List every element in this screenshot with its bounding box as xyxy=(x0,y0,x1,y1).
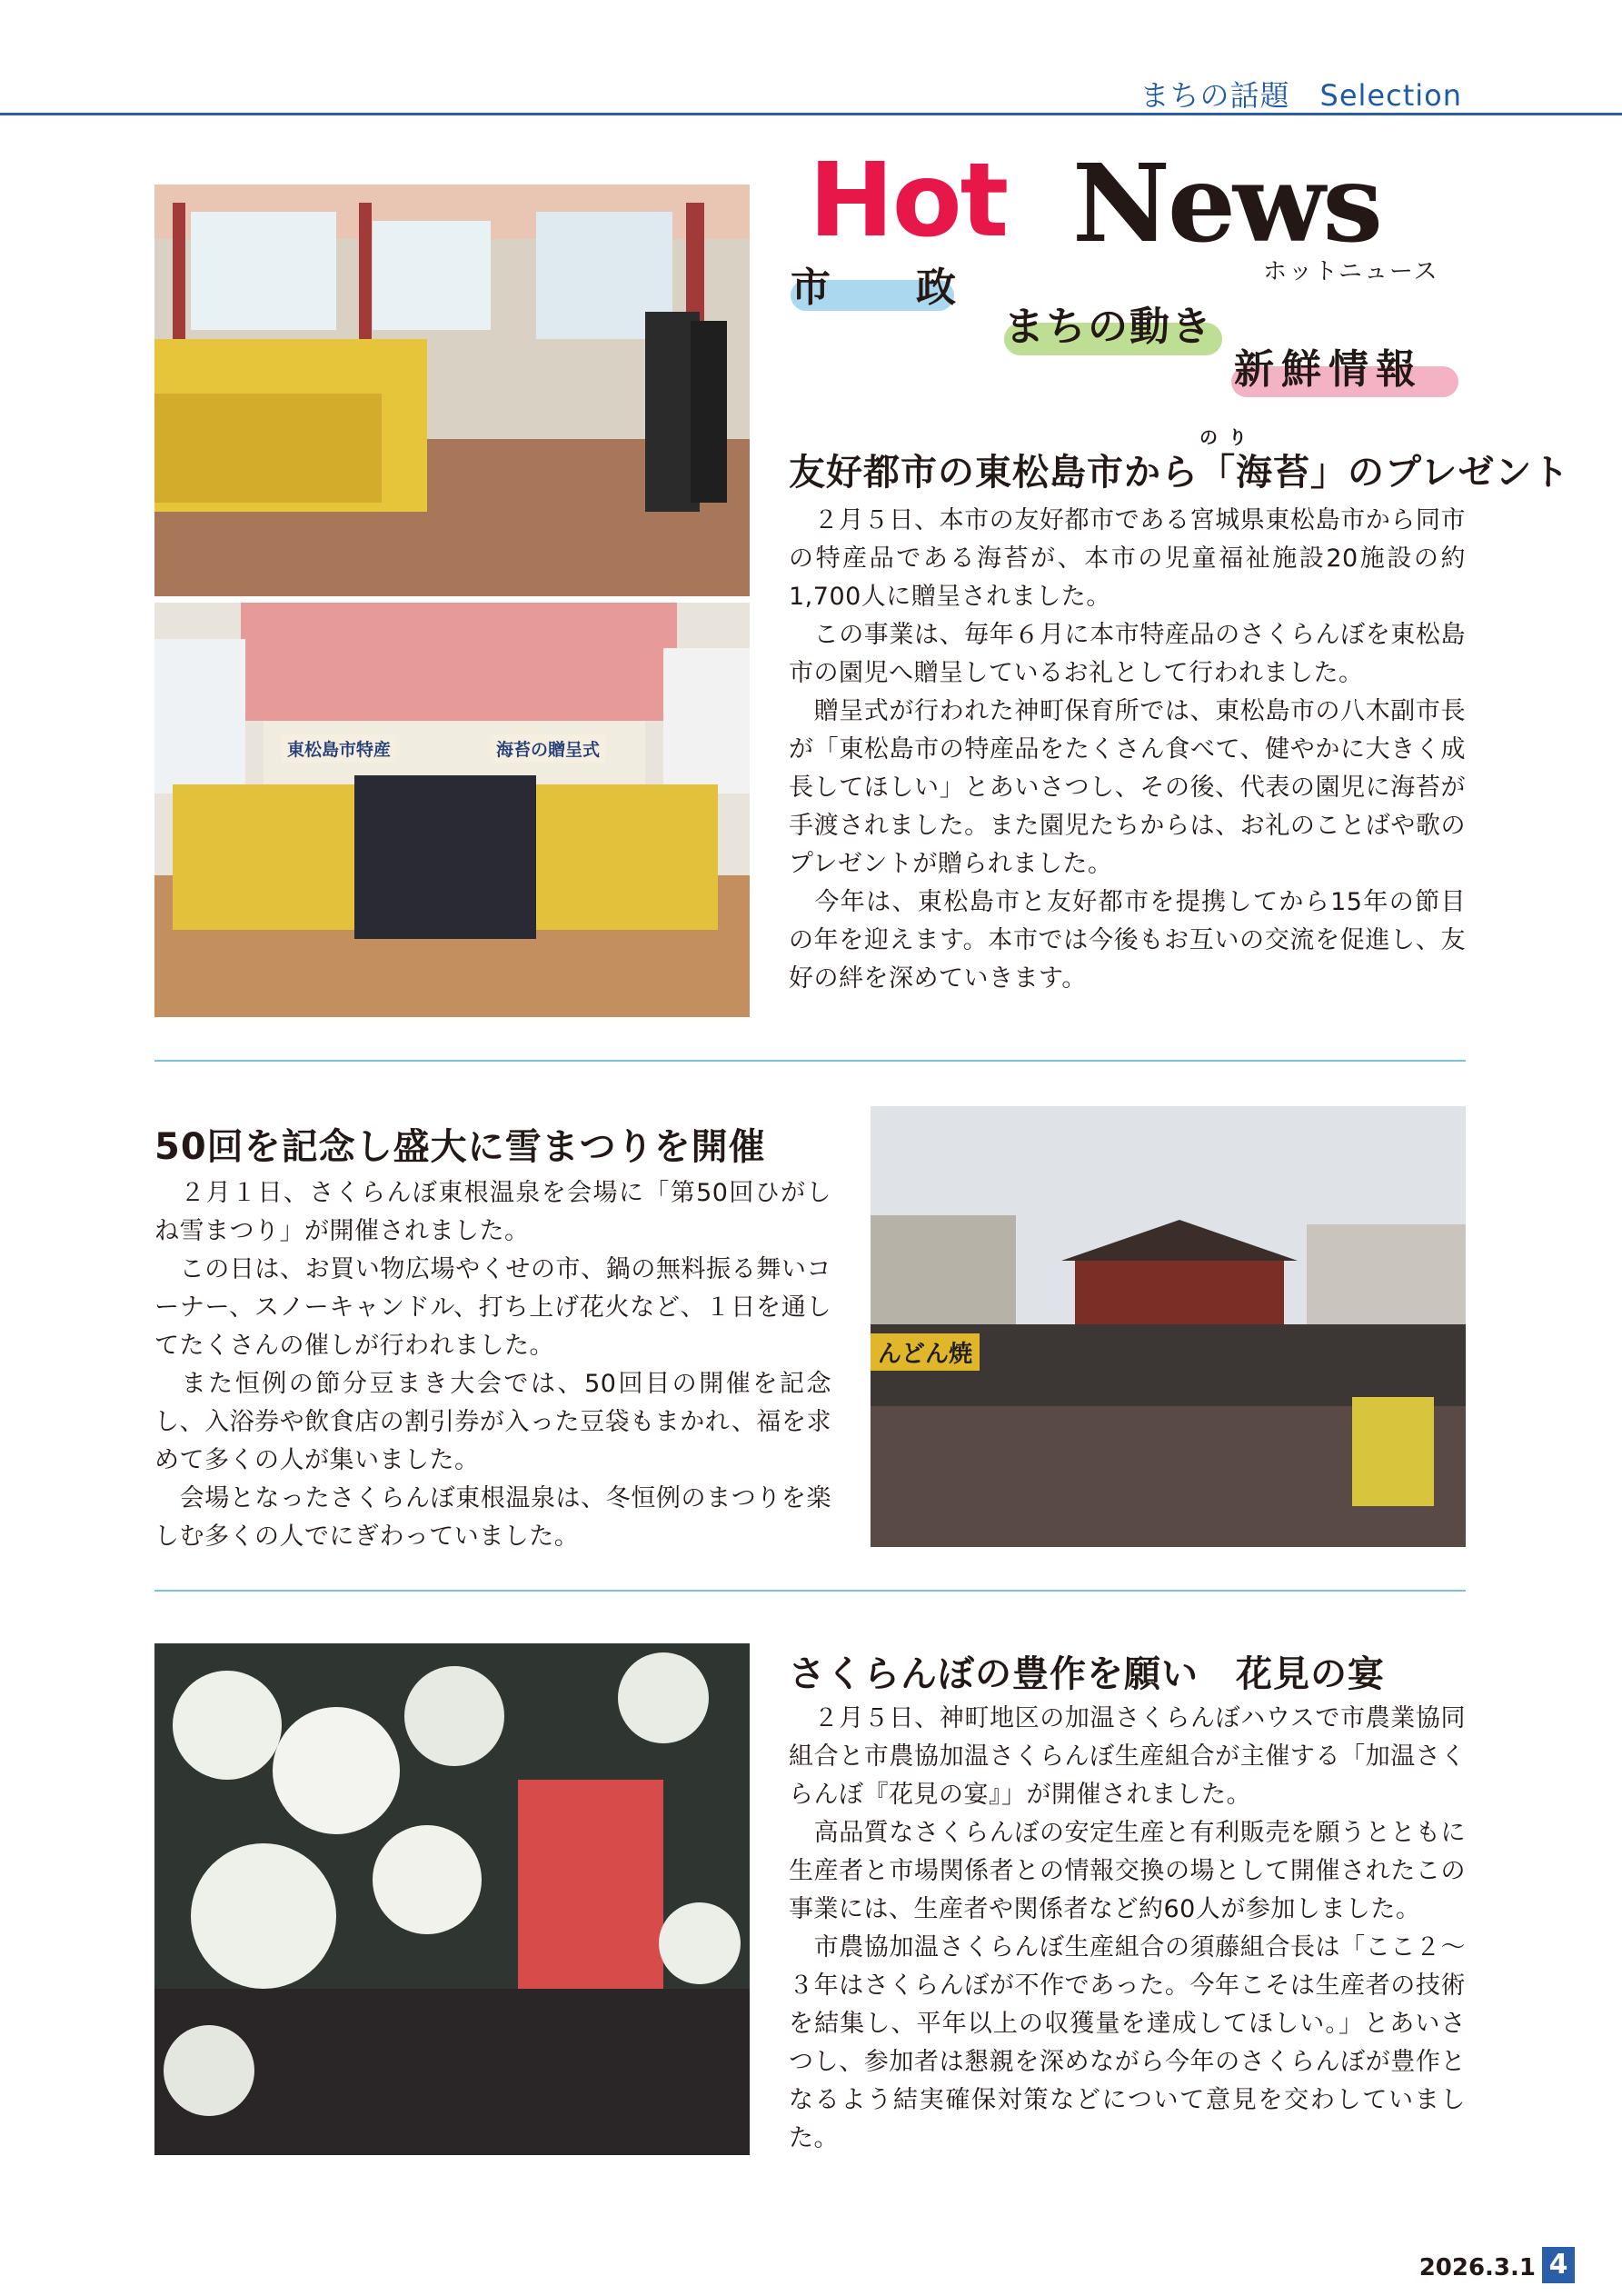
photo-children-hall xyxy=(154,185,750,596)
headline-hanami: さくらんぼの豊作を願い 花見の宴 xyxy=(789,1653,1385,1695)
issue-date: 2026.3.1 xyxy=(1418,2254,1536,2281)
headline-yuki: 50回を記念し盛大に雪まつりを開催 xyxy=(154,1126,766,1168)
section-label: まちの話題 Selection xyxy=(1139,78,1462,113)
banner-sign: んどん焼 xyxy=(871,1333,980,1371)
sign-right: 海苔の贈呈式 xyxy=(491,734,605,763)
tag-shinsen: 新鮮情報 xyxy=(1234,346,1423,393)
body-nori: ２月５日、本市の友好都市である宮城県東松島市から同市の特産品である海苔が、本市の児童福祉施設20施設の約1,700人に贈呈されました。 この事業は、毎年６月に本市特産品のさくらんぼを東松島市の園児へ贈呈しているお礼として行われました。 贈呈式が行われた神町保育所では、東松島市の八木副市長が「東松島市の特産品をたくさん食べて、健やかに大きく成長してほしい」とあいさつし、その後、代表の園児に海苔が手渡されました。また園児たちからは、お礼のことばや歌のプレゼントが贈られました。 今年は、東松島市と友好都市を提携してから15年の節目の年を迎えます。本市では今後もお互いの交流を促進し、友好の絆を深めていきます。 xyxy=(789,506,1466,993)
tag-machi: まちの動き xyxy=(1004,304,1213,350)
divider-2 xyxy=(154,1590,1466,1592)
tag-shisei: 市 政 xyxy=(791,265,958,311)
headline-nori: 友好都市の東松島市から「海苔」のプレゼント xyxy=(789,452,1570,494)
photo-cherry-blossoms xyxy=(154,1643,750,2155)
header-rule xyxy=(0,113,1622,115)
page-number: 4 xyxy=(1542,2247,1575,2283)
divider-1 xyxy=(154,1060,1466,1062)
photo-group-ceremony xyxy=(154,603,750,1017)
photo-snow-festival xyxy=(871,1106,1466,1547)
masthead-reading: ホットニュース xyxy=(1263,258,1439,285)
headline-ruby: のり xyxy=(1199,426,1258,448)
masthead-hot: Hot xyxy=(809,142,1008,260)
masthead-news: News xyxy=(1072,140,1380,266)
sign-left: 東松島市特産 xyxy=(282,734,396,763)
body-hanami: ２月５日、神町地区の加温さくらんぼハウスで市農業協同組合と市農協加温さくらんぼ生産組合が主催する「加温さくらんぼ『花見の宴』」が開催されました。 高品質なさくらんぼの安定生産と有利販売を願うとともに生産者と市場関係者との情報交換の場として開催されたこの事業には、生産者や関係者など約60人が参加しました。 市農協加温さくらんぼ生産組合の須藤組合長は「ここ２～３年はさくらんぼが不作であった。今年こそは生産者の技術を結集し、平年以上の収獲量を達成してほしい。」とあいさつし、参加者は懇親を深めながら今年のさくらんぼが豊作となるよう結実確保対策などについて意見を交わしていました。 xyxy=(789,1704,1466,2152)
body-yuki: ２月１日、さくらんぼ東根温泉を会場に「第50回ひがしね雪まつり」が開催されました。 この日は、お買い物広場やくせの市、鍋の無料振る舞いコーナー、スノーキャンドル、打ち上げ花火など、１日を通してたくさんの催しが行われました。 また恒例の節分豆まき大会では、50回目の開催を記念し、入浴券や飲食店の割引券が入った豆袋もまかれ、福を求めて多くの人が集いました。 会場となったさくらんぼ東根温泉は、冬恒例のまつりを楽しむ多くの人でにぎわっていました。 xyxy=(154,1179,831,1551)
